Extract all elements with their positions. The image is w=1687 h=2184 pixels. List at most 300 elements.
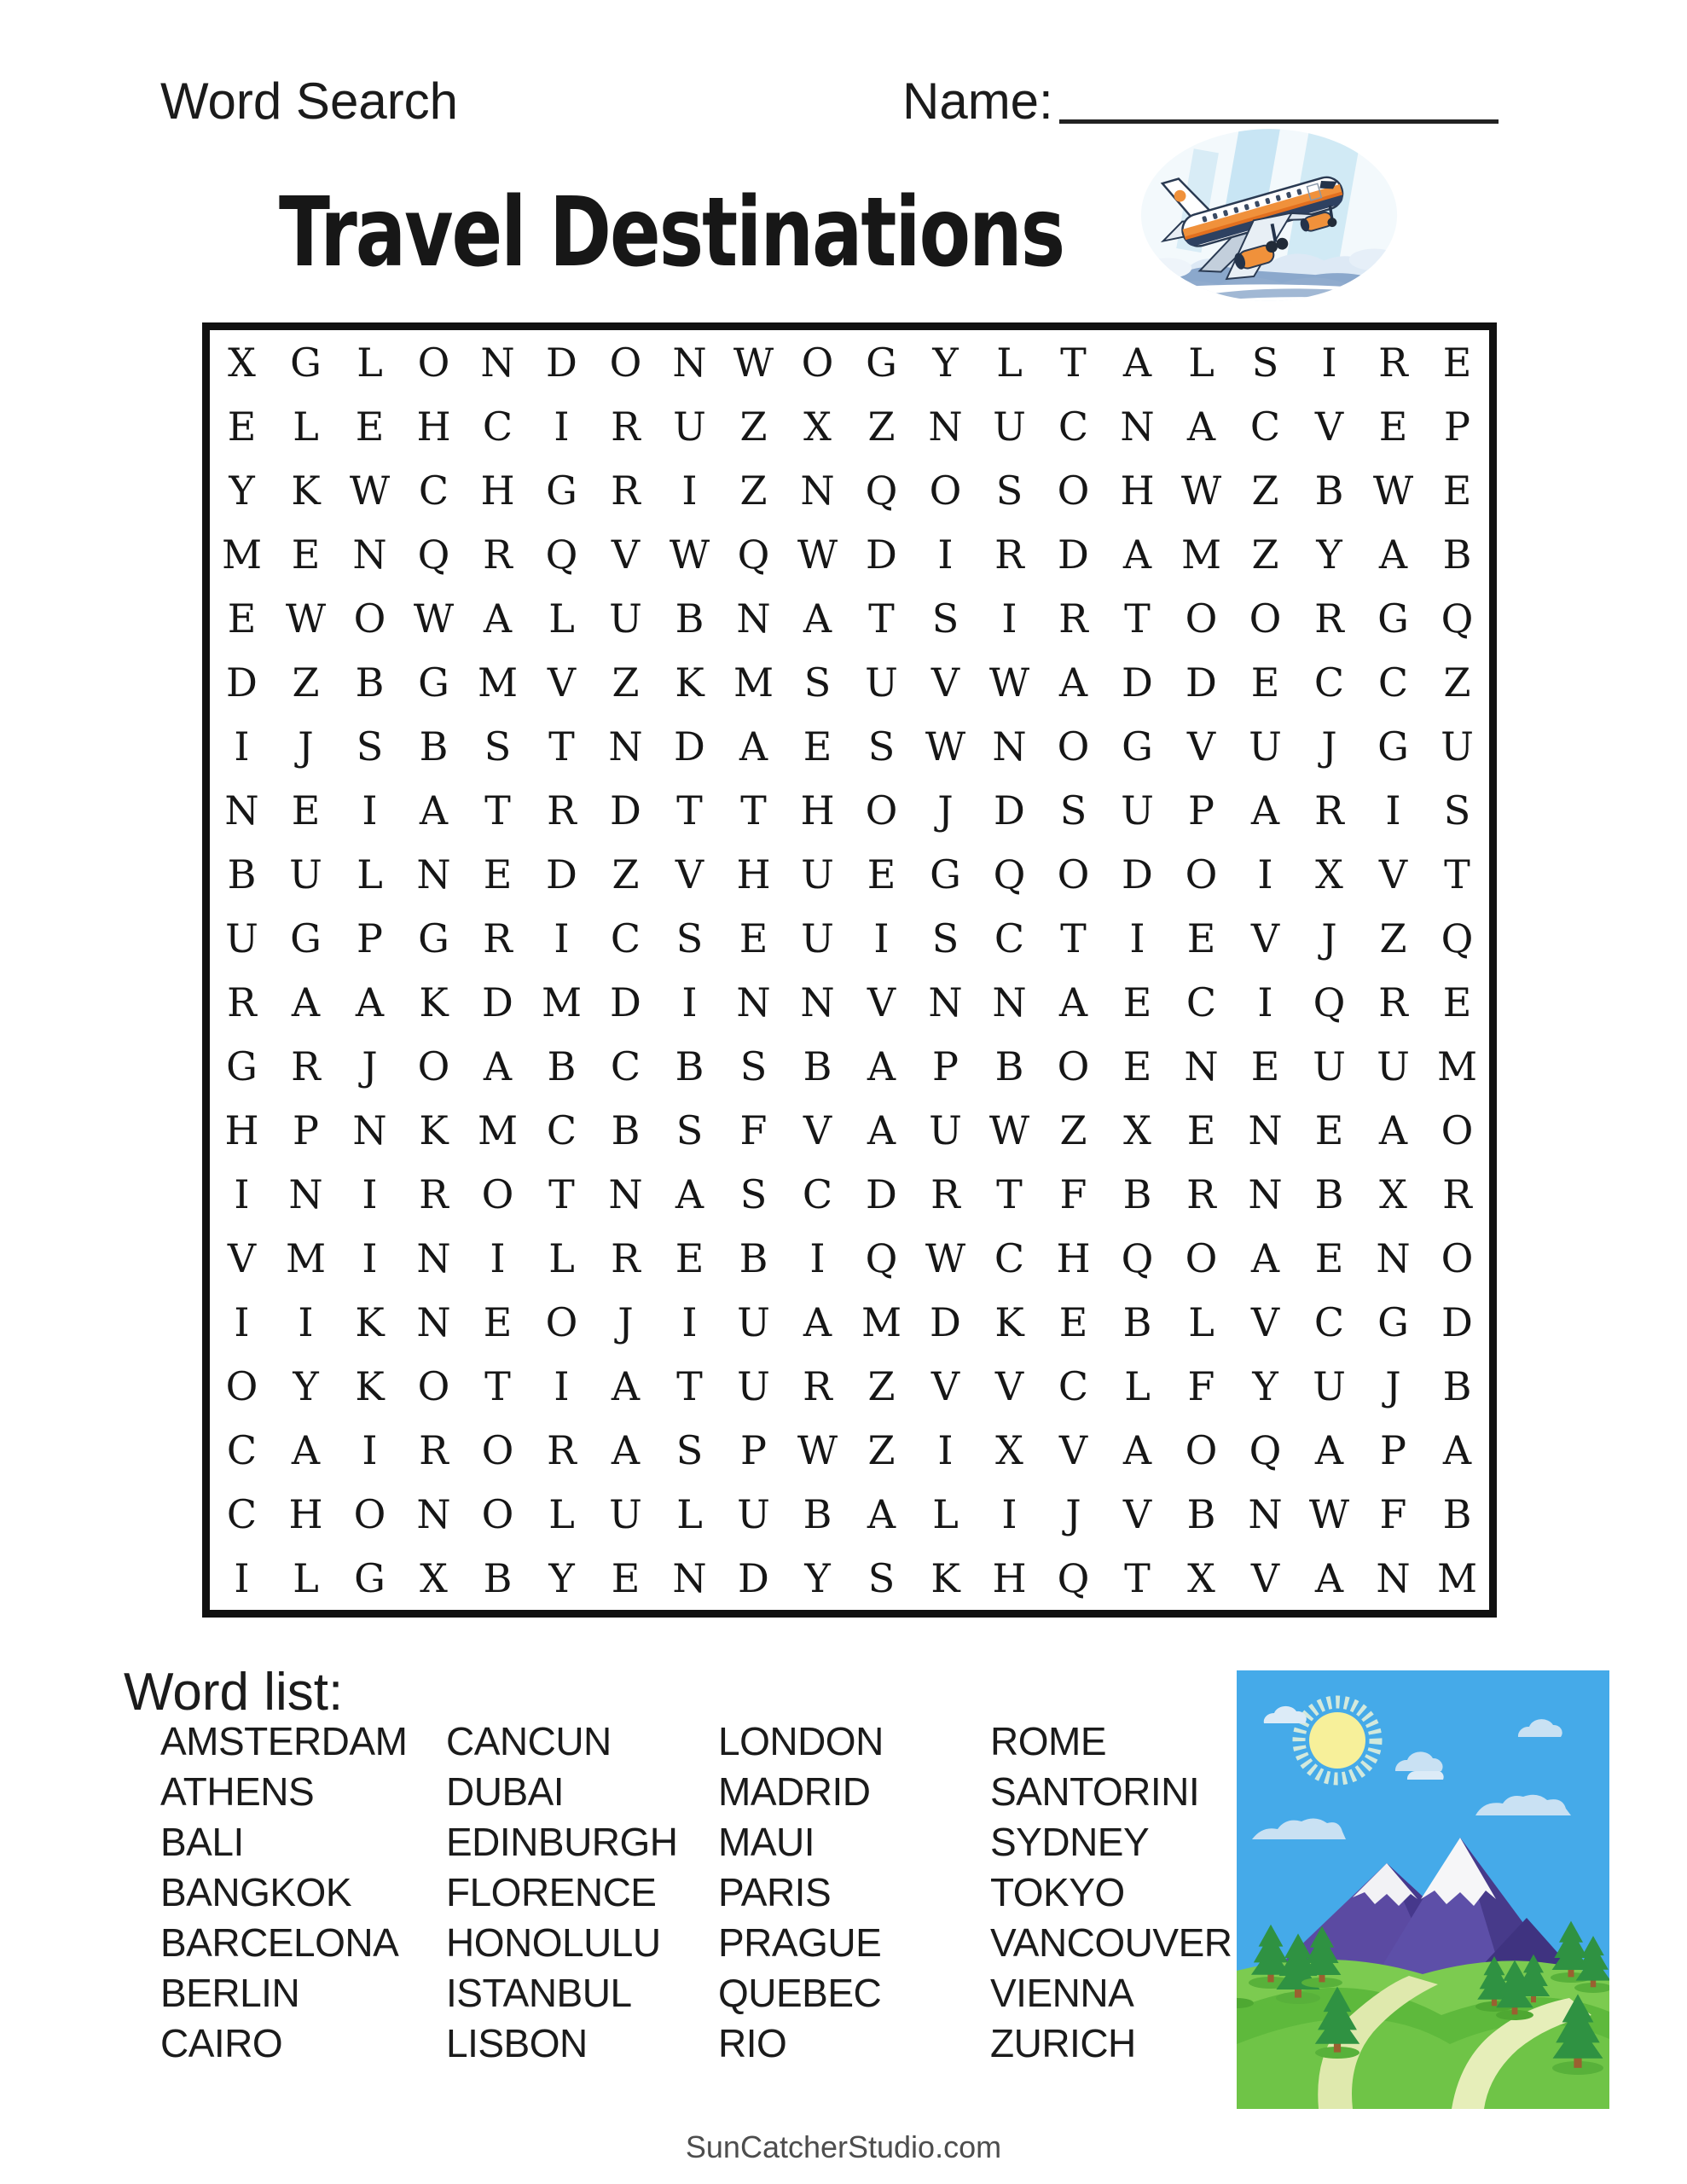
grid-cell: A	[867, 1043, 896, 1089]
grid-cell: A	[739, 723, 768, 770]
grid-cell: R	[930, 1170, 960, 1217]
grid-cell: D	[1441, 1298, 1473, 1345]
grid-cell: Z	[612, 851, 640, 897]
word-item: AMSTERDAM	[160, 1719, 408, 1763]
grid-cell: V	[227, 1234, 257, 1281]
grid-cell: A	[675, 1170, 704, 1217]
grid-cell: C	[226, 1426, 258, 1473]
grid-cell: V	[1250, 915, 1280, 961]
grid-cell: T	[676, 787, 703, 834]
grid-cell: C	[1186, 979, 1217, 1025]
grid-cell: A	[803, 1298, 832, 1345]
grid-cell: E	[1250, 659, 1280, 706]
grid-cell: W	[925, 723, 966, 770]
word-item: BERLIN	[160, 1971, 300, 2015]
grid-cell: F	[1187, 1362, 1215, 1409]
grid-cell: J	[1385, 1362, 1401, 1409]
grid-cell: G	[226, 1043, 258, 1089]
grid-cell: Y	[1316, 531, 1342, 578]
word-item: ROME	[990, 1719, 1106, 1763]
grid-cell: H	[288, 1490, 323, 1537]
grid-cell: E	[1122, 1043, 1152, 1089]
grid-cell: O	[417, 1043, 450, 1089]
grid-cell: X	[1315, 851, 1343, 897]
grid-cell: L	[548, 595, 575, 642]
grid-cell: G	[290, 339, 322, 386]
grid-cell: E	[291, 787, 321, 834]
grid-cell: N	[288, 1170, 323, 1217]
word-item: BARCELONA	[160, 1920, 399, 1965]
grid-cell: D	[610, 787, 641, 834]
grid-cell: J	[937, 787, 954, 834]
grid-cell: W	[797, 531, 838, 578]
grid-cell: I	[681, 979, 698, 1025]
grid-cell: U	[609, 595, 642, 642]
grid-cell: R	[419, 1170, 449, 1217]
grid-cell: Q	[865, 1234, 898, 1281]
grid-cell: Z	[1251, 531, 1279, 578]
grid-cell: T	[1444, 851, 1470, 897]
grid-cell: Q	[1441, 915, 1474, 961]
grid-cell: G	[1377, 1298, 1409, 1345]
page-title: Travel Destinations	[279, 176, 1064, 288]
grid-cell: Z	[612, 659, 640, 706]
word-item: LISBON	[446, 2021, 588, 2065]
grid-cell: C	[1249, 403, 1281, 450]
grid-cell: T	[1060, 915, 1087, 961]
grid-cell: B	[227, 851, 257, 897]
grid-cell: O	[417, 1362, 450, 1409]
grid-cell: T	[548, 1170, 575, 1217]
grid-cell: C	[994, 915, 1025, 961]
grid-cell: R	[419, 1426, 449, 1473]
word-item: QUEBEC	[718, 1971, 882, 2015]
grid-cell: H	[224, 1107, 259, 1153]
grid-cell: D	[546, 339, 577, 386]
word-item: ZURICH	[990, 2021, 1136, 2065]
grid-cell: G	[546, 467, 577, 514]
grid-cell: E	[675, 1234, 704, 1281]
grid-cell: O	[1057, 851, 1090, 897]
grid-cell: D	[1058, 531, 1089, 578]
landscape-illustration	[1237, 1670, 1609, 2109]
grid-cell: O	[481, 1490, 514, 1537]
grid-cell: O	[1057, 1043, 1090, 1089]
grid-cell: R	[1186, 1170, 1216, 1217]
grid-cell: J	[298, 723, 314, 770]
grid-cell: U	[289, 851, 322, 897]
grid-cell: O	[1441, 1107, 1474, 1153]
grid-cell: S	[484, 723, 512, 770]
grid-cell: A	[611, 1426, 641, 1473]
grid-cell: Q	[1441, 595, 1474, 642]
grid-cell: D	[1122, 851, 1153, 897]
grid-cell: Q	[1249, 1426, 1282, 1473]
grid-cell: K	[419, 979, 449, 1025]
grid-cell: H	[1120, 467, 1155, 514]
word-list-column	[990, 1716, 1232, 2069]
grid-cell: I	[1001, 1490, 1017, 1537]
grid-cell: B	[1442, 531, 1472, 578]
grid-cell: E	[483, 851, 513, 897]
word-item: MADRID	[718, 1769, 871, 1814]
word-item: VANCOUVER	[990, 1920, 1232, 1965]
grid-cell: B	[1314, 1170, 1344, 1217]
grid-cell: B	[1186, 1490, 1216, 1537]
grid-cell: C	[482, 403, 513, 450]
grid-cell: T	[1060, 339, 1087, 386]
grid-cell: W	[733, 339, 774, 386]
word-list-column	[718, 1716, 884, 2069]
grid-cell: D	[226, 659, 258, 706]
grid-cell: M	[541, 979, 583, 1025]
word-item: BALI	[160, 1820, 244, 1864]
grid-cell: K	[291, 467, 321, 514]
grid-cell: C	[610, 1043, 641, 1089]
grid-cell: L	[1188, 1298, 1215, 1345]
grid-cell: N	[672, 1554, 707, 1601]
grid-cell: W	[988, 1107, 1030, 1153]
grid-cell: E	[227, 595, 257, 642]
grid-cell: S	[867, 723, 896, 770]
grid-cell: E	[1314, 1107, 1344, 1153]
grid-cell: O	[801, 339, 834, 386]
grid-cell: E	[227, 403, 257, 450]
grid-cell: D	[994, 787, 1025, 834]
grid-cell: S	[995, 467, 1023, 514]
word-item: SYDNEY	[990, 1820, 1150, 1864]
grid-cell: A	[867, 1107, 896, 1153]
word-item: DUBAI	[446, 1769, 565, 1814]
grid-cell: N	[416, 1298, 451, 1345]
grid-cell: B	[803, 1490, 832, 1537]
worksheet-type-label: Word Search	[160, 73, 459, 130]
grid-cell: G	[418, 915, 449, 961]
grid-cell: O	[609, 339, 642, 386]
grid-cell: H	[736, 851, 771, 897]
grid-cell: V	[1250, 1298, 1280, 1345]
grid-cell: N	[608, 1170, 643, 1217]
grid-cell: E	[1442, 467, 1472, 514]
grid-cell: D	[1186, 659, 1217, 706]
grid-cell: O	[1441, 1234, 1474, 1281]
grid-cell: A	[1442, 1426, 1472, 1473]
grid-cell: A	[803, 595, 832, 642]
grid-cell: E	[1442, 979, 1472, 1025]
grid-cell: M	[1436, 1043, 1478, 1089]
grid-cell: I	[298, 1298, 314, 1345]
grid-cell: S	[931, 595, 959, 642]
grid-cell: C	[226, 1490, 258, 1537]
grid-cell: Z	[867, 1362, 896, 1409]
grid-cell: Z	[1379, 915, 1407, 961]
grid-cell: B	[994, 1043, 1024, 1089]
grid-cell: R	[1058, 595, 1088, 642]
grid-cell: N	[1248, 1170, 1283, 1217]
grid-cell: V	[994, 1362, 1024, 1409]
grid-cell: V	[1186, 723, 1216, 770]
grid-cell: A	[1314, 1426, 1344, 1473]
grid-cell: V	[1058, 1426, 1088, 1473]
grid-cell: J	[617, 1298, 634, 1345]
grid-cell: Y	[1252, 1362, 1278, 1409]
grid-cell: V	[675, 851, 704, 897]
word-item: CANCUN	[446, 1719, 612, 1763]
grid-cell: J	[1321, 723, 1337, 770]
grid-cell: W	[1372, 467, 1414, 514]
grid-cell: O	[353, 1490, 386, 1537]
grid-cell: O	[545, 1298, 578, 1345]
grid-cell: L	[548, 1234, 575, 1281]
grid-cell: J	[1321, 915, 1337, 961]
grid-cell: D	[1122, 659, 1153, 706]
grid-cell: I	[681, 467, 698, 514]
grid-cell: E	[1186, 1107, 1216, 1153]
word-item: VIENNA	[990, 1971, 1134, 2015]
grid-cell: E	[483, 1298, 513, 1345]
grid-cell: N	[480, 339, 515, 386]
grid-cell: M	[285, 1234, 327, 1281]
grid-cell: S	[739, 1043, 768, 1089]
grid-cell: S	[356, 723, 384, 770]
grid-cell: V	[547, 659, 577, 706]
grid-cell: T	[548, 723, 575, 770]
grid-cell: Z	[739, 467, 768, 514]
grid-cell: Z	[867, 1426, 896, 1473]
grid-cell: C	[1058, 403, 1089, 450]
grid-cell: G	[1122, 723, 1153, 770]
grid-cell: P	[1444, 403, 1470, 450]
grid-cell: D	[738, 1554, 769, 1601]
grid-cell: D	[674, 723, 705, 770]
grid-cell: N	[1376, 1234, 1411, 1281]
word-list-column	[446, 1716, 678, 2069]
grid-cell: C	[1313, 1298, 1345, 1345]
grid-cell: D	[610, 979, 641, 1025]
word-item: LONDON	[718, 1719, 884, 1763]
grid-cell: U	[1249, 723, 1282, 770]
grid-cell: P	[740, 1426, 767, 1473]
grid-cell: A	[1186, 403, 1216, 450]
grid-cell: K	[355, 1298, 385, 1345]
grid-cell: E	[1186, 915, 1216, 961]
grid-cell: N	[736, 595, 771, 642]
grid-cell: N	[800, 467, 835, 514]
grid-cell: B	[611, 1107, 641, 1153]
grid-cell: E	[355, 403, 385, 450]
grid-cell: O	[225, 1362, 258, 1409]
grid-cell: Q	[737, 531, 770, 578]
grid-cell: A	[1122, 531, 1152, 578]
grid-cell: I	[937, 531, 954, 578]
grid-cell: E	[611, 1554, 641, 1601]
grid-cell: X	[420, 1554, 448, 1601]
grid-cell: Q	[1057, 1554, 1090, 1601]
grid-cell: X	[803, 403, 832, 450]
grid-cell: L	[357, 339, 383, 386]
grid-cell: A	[291, 979, 321, 1025]
footer-site-text: SunCatcherStudio.com	[685, 2129, 1002, 2164]
grid-cell: I	[1257, 979, 1273, 1025]
grid-cell: L	[293, 403, 319, 450]
grid-cell: F	[1059, 1170, 1087, 1217]
grid-cell: M	[861, 1298, 902, 1345]
grid-cell: V	[1314, 403, 1344, 450]
grid-cell: Z	[1059, 1107, 1087, 1153]
word-item: HONOLULU	[446, 1920, 661, 1965]
grid-cell: I	[1129, 915, 1145, 961]
grid-cell: K	[675, 659, 704, 706]
grid-cell: D	[482, 979, 513, 1025]
grid-cell: I	[234, 1298, 250, 1345]
grid-cell: U	[929, 1107, 962, 1153]
grid-cell: X	[1379, 1170, 1407, 1217]
grid-cell: U	[737, 1490, 770, 1537]
grid-cell: O	[1185, 851, 1218, 897]
grid-cell: C	[546, 1107, 577, 1153]
word-item: RIO	[718, 2021, 787, 2065]
grid-cell: G	[1377, 595, 1409, 642]
grid-cell: S	[931, 915, 959, 961]
grid-cell: L	[996, 339, 1023, 386]
grid-cell: Y	[804, 1554, 831, 1601]
grid-cell: O	[929, 467, 962, 514]
grid-cell: E	[803, 723, 832, 770]
grid-cell: U	[801, 851, 834, 897]
grid-cell: S	[867, 1554, 896, 1601]
grid-cell: M	[733, 659, 774, 706]
grid-cell: I	[681, 1298, 698, 1345]
grid-cell: Z	[292, 659, 320, 706]
grid-cell: A	[419, 787, 449, 834]
grid-cell: U	[801, 915, 834, 961]
grid-cell: N	[352, 531, 387, 578]
grid-cell: M	[1436, 1554, 1478, 1601]
grid-cell: U	[865, 659, 898, 706]
grid-cell: O	[1057, 467, 1090, 514]
grid-cell: M	[221, 531, 263, 578]
grid-cell: U	[609, 1490, 642, 1537]
grid-cell: X	[995, 1426, 1023, 1473]
grid-cell: G	[1377, 723, 1409, 770]
grid-cell: T	[996, 1170, 1023, 1217]
grid-cell: I	[937, 1426, 954, 1473]
grid-cell: I	[234, 723, 250, 770]
grid-cell: I	[873, 915, 890, 961]
grid-cell: S	[803, 659, 832, 706]
grid-cell: H	[800, 787, 835, 834]
grid-cell: J	[1065, 1490, 1081, 1537]
grid-cell: L	[1124, 1362, 1151, 1409]
grid-cell: A	[1314, 1554, 1344, 1601]
grid-cell: U	[1313, 1362, 1346, 1409]
grid-cell: O	[865, 787, 898, 834]
grid-cell: A	[611, 1362, 641, 1409]
grid-cell: I	[362, 1234, 378, 1281]
grid-cell: E	[867, 851, 896, 897]
grid-cell: A	[1058, 659, 1088, 706]
grid-cell: B	[1442, 1490, 1472, 1537]
grid-cell: L	[293, 1554, 319, 1601]
grid-cell: W	[413, 595, 455, 642]
grid-cell: S	[739, 1170, 768, 1217]
word-item: TOKYO	[990, 1870, 1125, 1914]
grid-cell: N	[416, 1234, 451, 1281]
grid-cell: S	[1059, 787, 1087, 834]
word-item: EDINBURGH	[446, 1820, 678, 1864]
grid-cell: V	[930, 1362, 960, 1409]
grid-cell: R	[994, 531, 1024, 578]
grid-cell: B	[1122, 1170, 1152, 1217]
grid-cell: T	[484, 1362, 511, 1409]
grid-cell: R	[611, 467, 641, 514]
grid-cell: I	[362, 1426, 378, 1473]
grid-cell: W	[797, 1426, 838, 1473]
grid-cell: Y	[293, 1362, 319, 1409]
grid-cell: B	[1122, 1298, 1152, 1345]
grid-cell: U	[737, 1298, 770, 1345]
name-blank-line	[1059, 85, 1499, 124]
grid-cell: N	[352, 1107, 387, 1153]
grid-cell: I	[554, 403, 570, 450]
grid-cell: L	[357, 851, 383, 897]
grid-cell: H	[480, 467, 515, 514]
grid-cell: S	[1443, 787, 1471, 834]
grid-cell: S	[675, 1426, 704, 1473]
grid-cell: I	[362, 787, 378, 834]
grid-cell: I	[1257, 851, 1273, 897]
word-item: BANGKOK	[160, 1870, 352, 1914]
grid-cell: F	[739, 1107, 768, 1153]
grid-cell: C	[802, 1170, 833, 1217]
grid-cell: I	[490, 1234, 506, 1281]
grid-cell: U	[1313, 1043, 1346, 1089]
grid-cell: N	[992, 723, 1027, 770]
grid-cell: B	[547, 1043, 577, 1089]
grid-cell: O	[1249, 595, 1282, 642]
grid-cell: Q	[993, 851, 1026, 897]
grid-cell: C	[418, 467, 449, 514]
grid-cell: E	[291, 531, 321, 578]
grid-cell: G	[290, 915, 322, 961]
word-item: PRAGUE	[718, 1920, 882, 1965]
grid-cell: O	[353, 595, 386, 642]
grid-cell: E	[1122, 979, 1152, 1025]
grid-cell: X	[1123, 1107, 1151, 1153]
grid-cell: E	[1250, 1043, 1280, 1089]
grid-cell: P	[932, 1043, 959, 1089]
grid-cell: X	[228, 339, 256, 386]
grid-cell: L	[1188, 339, 1215, 386]
grid-cell: H	[416, 403, 451, 450]
grid-cell: I	[362, 1170, 378, 1217]
grid-cell: N	[736, 979, 771, 1025]
grid-cell: E	[1314, 1234, 1344, 1281]
grid-cell: Q	[545, 531, 578, 578]
grid-cell: T	[740, 787, 767, 834]
grid-cell: R	[1314, 787, 1344, 834]
grid-cell: V	[930, 659, 960, 706]
grid-cell: H	[992, 1554, 1027, 1601]
grid-cell: U	[673, 403, 706, 450]
word-list-label: Word list:	[124, 1663, 344, 1722]
grid-cell: T	[1124, 1554, 1151, 1601]
grid-cell: N	[992, 979, 1027, 1025]
grid-cell: W	[669, 531, 710, 578]
grid-cell: V	[867, 979, 896, 1025]
grid-cell: R	[291, 1043, 321, 1089]
grid-cell: I	[234, 1170, 250, 1217]
